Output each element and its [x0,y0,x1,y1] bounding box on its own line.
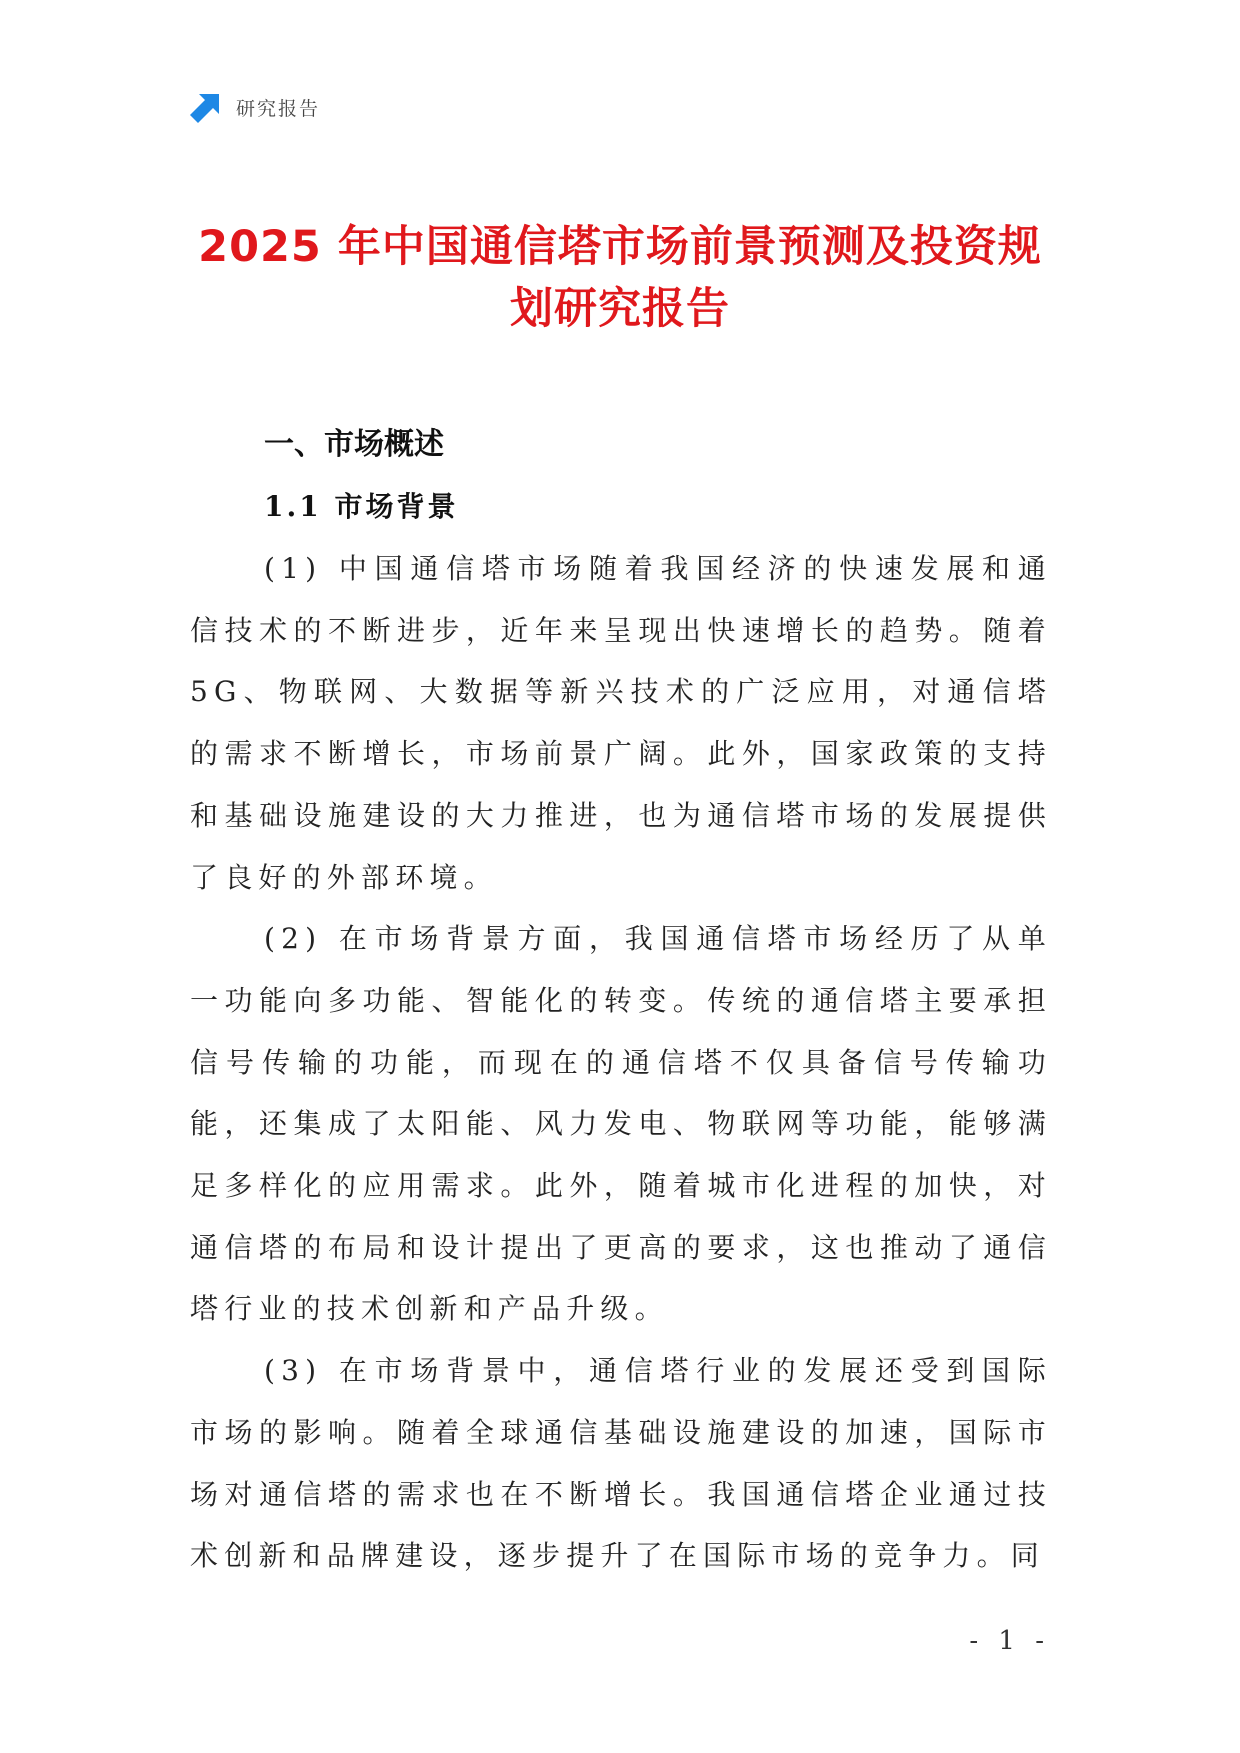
document-title [190,216,1050,340]
header-label: 研究报告 [236,97,321,120]
paragraph-3: (3) 在市场背景中，通信塔行业的发展还受到国际市场的影响。随着全球通信基础设施建设的加速，国际市场对通信塔的需求也在不断增长。我国通信塔企业通过技术创新和品牌建设，逐步提升了在国际市场的竞争力。同 [190,1354,1052,1573]
section-heading: 一、市场概述 [264,427,444,462]
document-body [190,414,1052,1587]
title-line-1: 2025 年中国通信塔市场前景预测及投资规 [198,222,1042,272]
paragraph-1: (1) 中国通信塔市场随着我国经济的快速发展和通信技术的不断进步，近年来呈现出快速增长的趋势。随着5G、物联网、大数据等新兴技术的广泛应用，对通信塔的需求不断增长，市场前景广阔。此外，国家政策的支持和基础设施建设的大力推进，也为通信塔市场的发展提供了良好的外部环境。 [190,552,1052,894]
paragraph-2: (2) 在市场背景方面，我国通信塔市场经历了从单一功能向多功能、智能化的转变。传统的通信塔主要承担信号传输的功能，而现在的通信塔不仅具备信号传输功能，还集成了太阳能、风力发电、物联网等功能，能够满足多样化的应用需求。此外，随着城市化进程的加快，对通信塔的布局和设计提出了更高的要求，这也推动了通信塔行业的技术创新和产品升级。 [190,922,1052,1326]
title-line-2: 划研究报告 [510,284,730,334]
page-number: - 1 - [969,1626,1050,1656]
arrow-up-right-icon [190,91,222,123]
page-header [190,90,320,124]
subsection-heading: 1.1 市场背景 [264,490,459,523]
